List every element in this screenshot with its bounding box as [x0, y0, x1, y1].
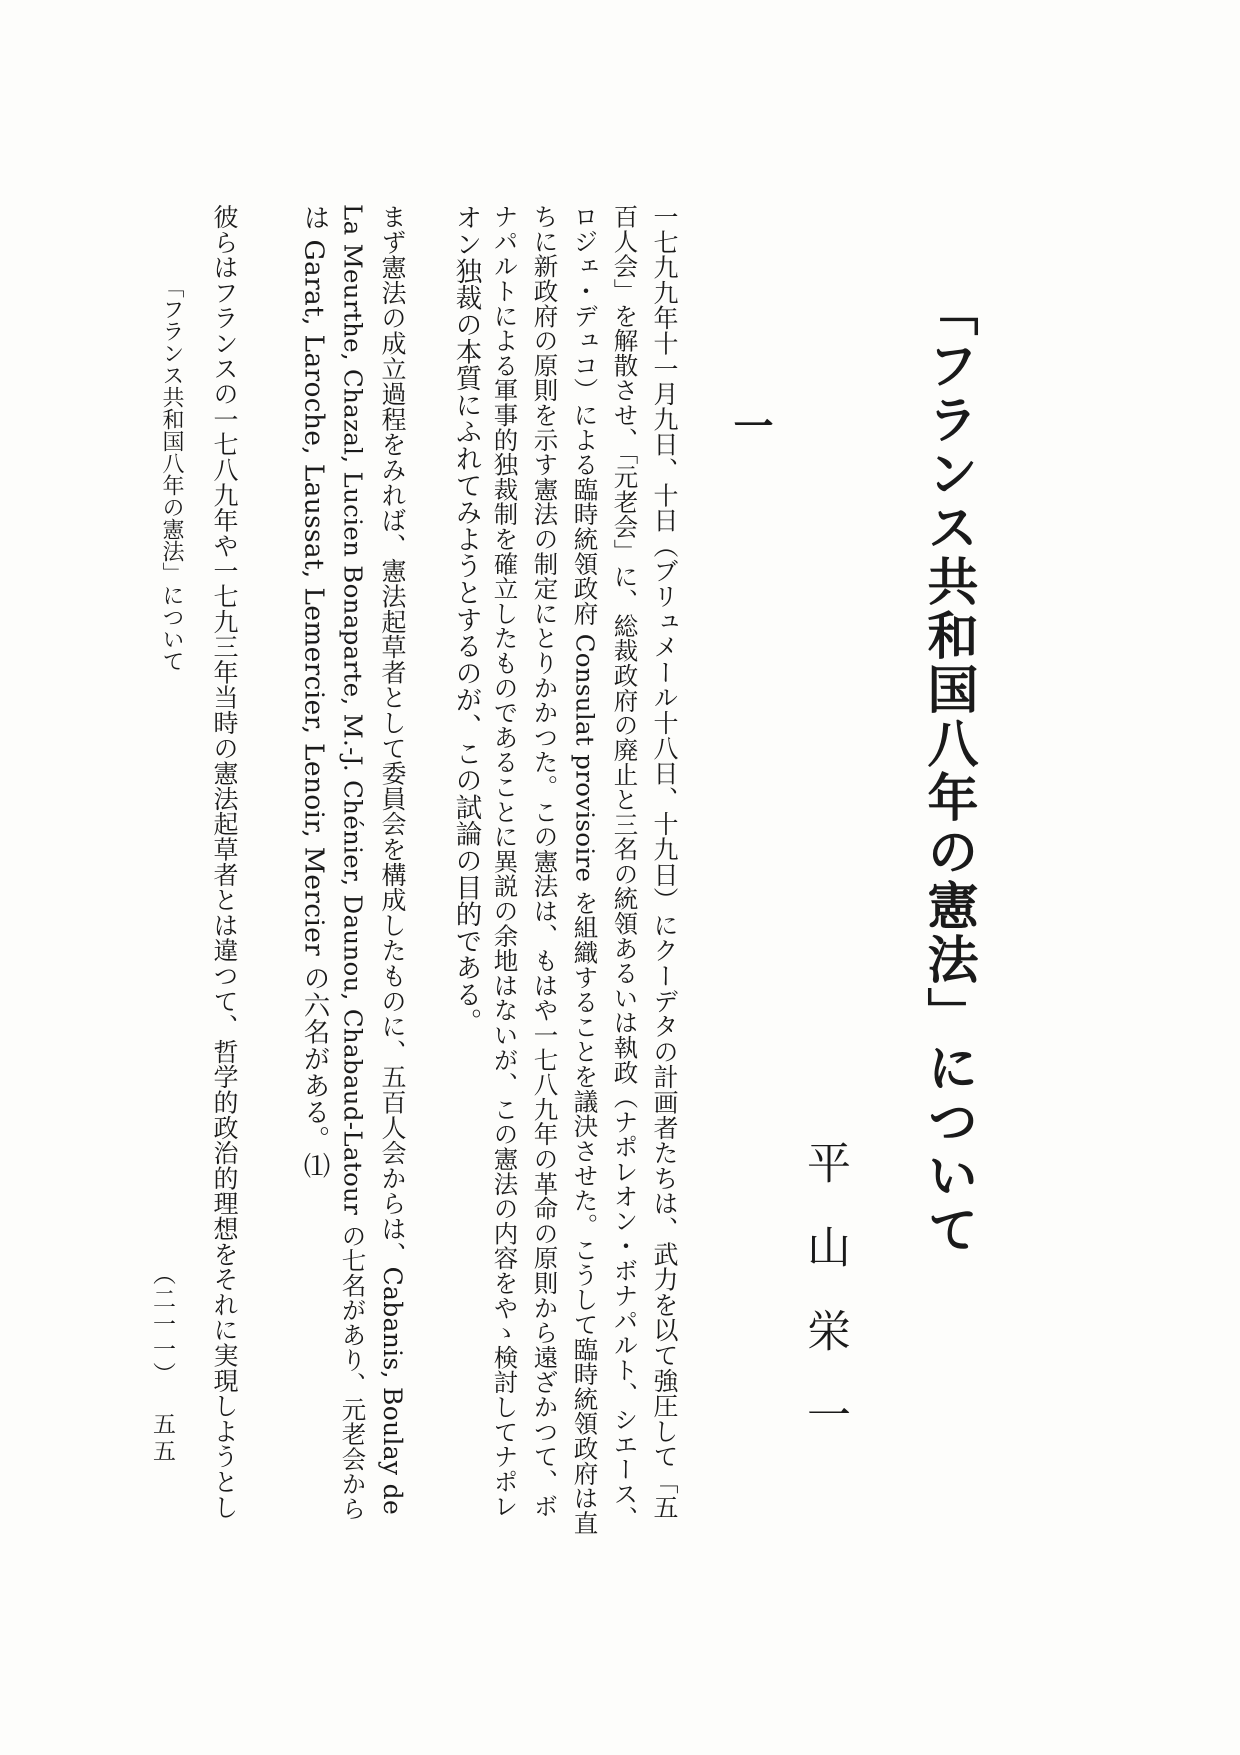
article-title: 「フランス共和国八年の憲法」について — [918, 285, 978, 1257]
body-line: ナパルトによる軍事的独裁制を確立したものであることに異説の余地はないが、この憲法の内容をやゝ検討してナポレ — [490, 204, 520, 1519]
author-name: 平山栄一 — [799, 1140, 850, 1476]
body-line: ちに新政府の原則を示す憲法の制定にとりかかつた。この憲法は、もはや一七八九年の革命の原則から遠ざかつて、ボ — [530, 204, 560, 1519]
body-line: 百人会」を解散させ、「元老会」に、総裁政府の廃止と三名の統領あるいは執政（ナポレオン・ボナパルト、シエース、 — [610, 204, 640, 1531]
body-line: 一七九九年十一月九日、十日（ブリュメール十八日、十九日）にクーデタの計画者たちは、武力を以て強圧して「五 — [650, 204, 679, 1520]
body-line: 彼らはフランスの一七八九年や一七九三年当時の憲法起草者とは違つて、哲学的政治的理想をそれに実現しようとし — [210, 204, 239, 1520]
body-line: ロジェ・デュコ）による臨時統領政府 Consulat provisoire を組織することを議決させた。こうして臨時統領政府は直 — [570, 204, 600, 1536]
body-line: まず憲法の成立過程をみれば、憲法起草者として委員会を構成したものに、五百人会からは、Cabanis, Boulay de — [378, 204, 407, 1516]
body-line: は Garat, Laroche, Laussat, Lemercier, Lenoir, Mercier の六名がある。⑴ — [298, 204, 330, 1180]
body-line: La Meurthe, Chazal, Lucien Bonaparte, M.-J. Chénier, Daunou, Chabaud-Latour の七名があり、元老会から — [338, 204, 368, 1521]
page-number: 五五 — [149, 1412, 175, 1466]
running-title: 「フランス共和国八年の憲法」について — [159, 276, 184, 672]
page-number-paren: （二一一） — [149, 1262, 175, 1387]
body-line: オン独裁の本質にふれてみようとするのが、この試論の目的である。 — [450, 204, 482, 1035]
section-number: 一 — [727, 405, 774, 445]
